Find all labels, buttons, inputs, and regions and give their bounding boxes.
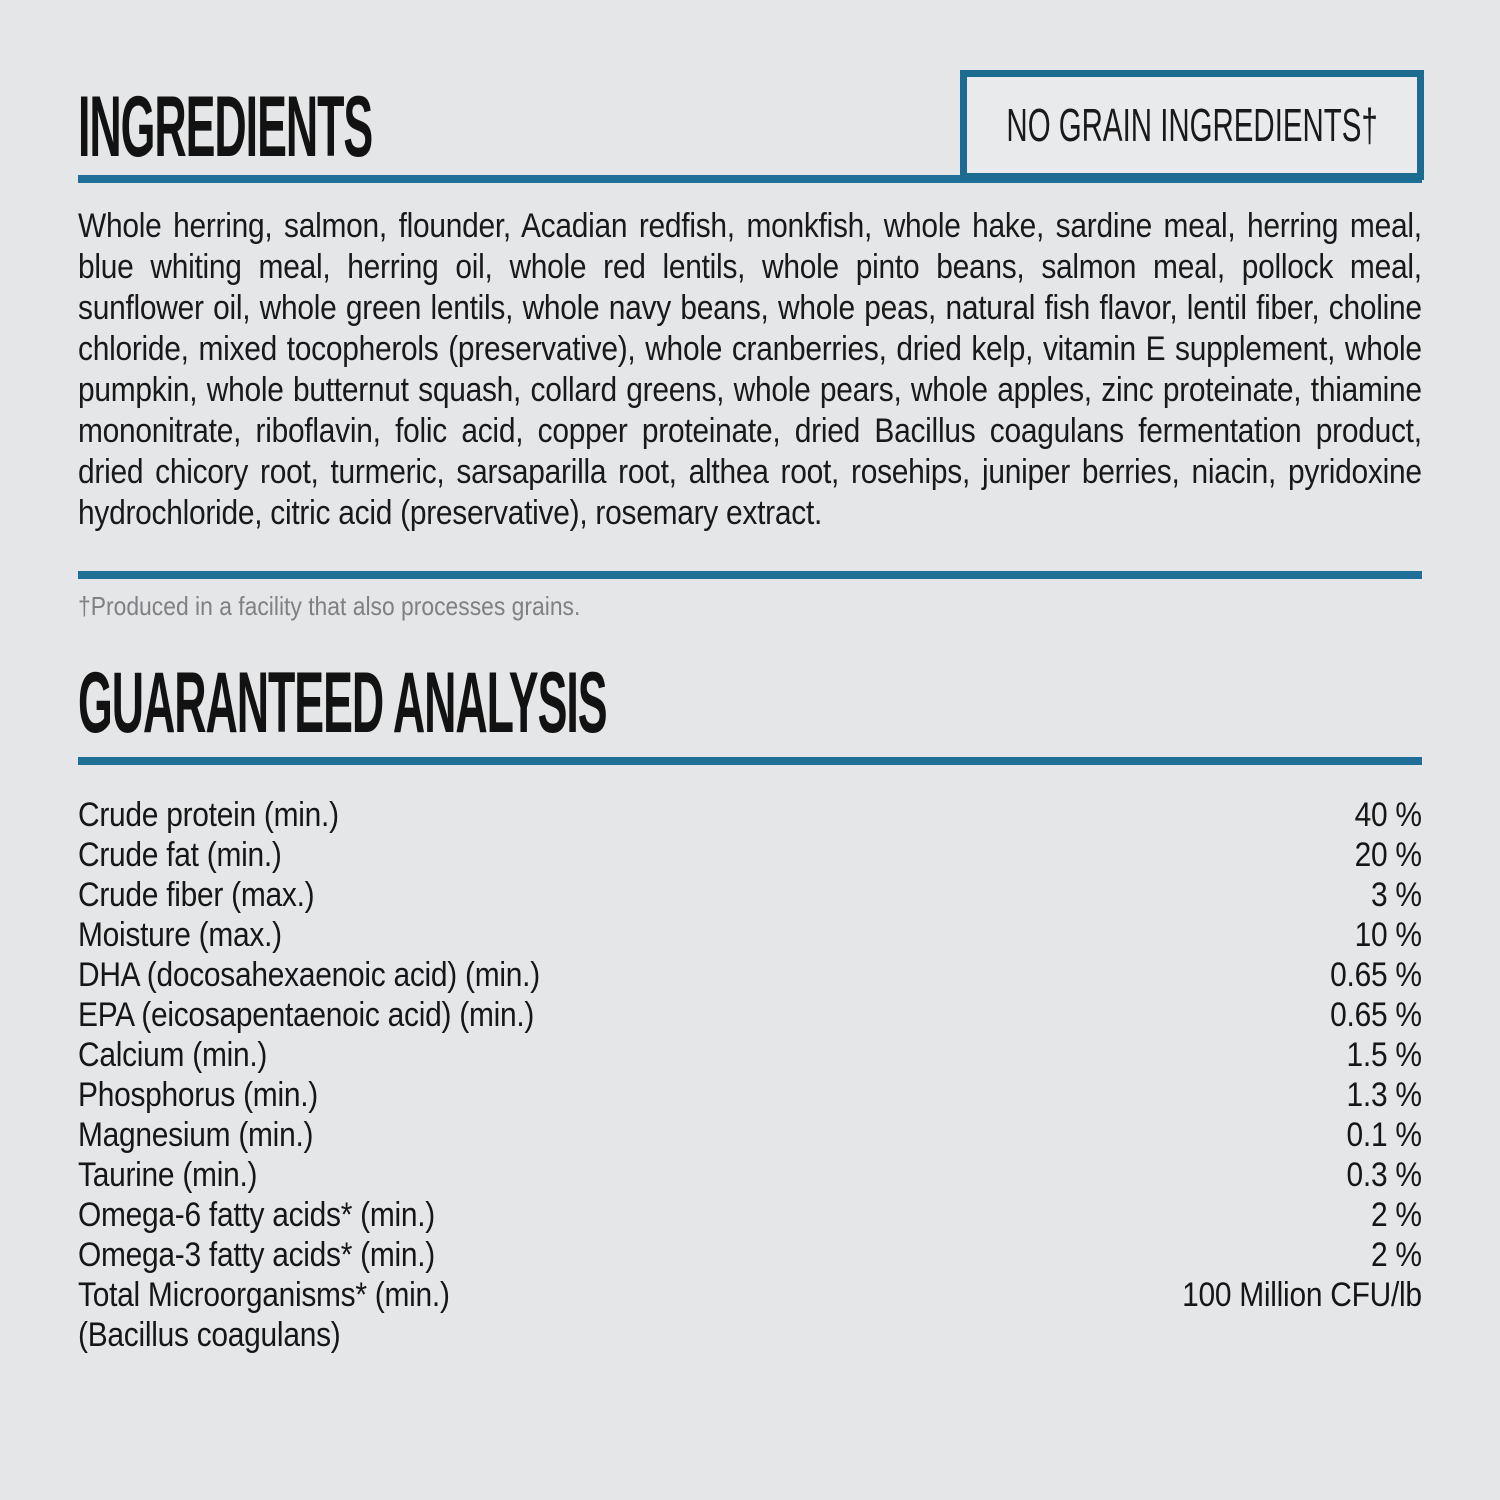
table-row	[78, 1315, 1422, 1355]
table-row	[78, 1075, 1422, 1115]
analysis-table	[78, 795, 1422, 1355]
analysis-label: Phosphorus (min.)	[78, 1075, 318, 1114]
divider-rule	[78, 571, 1422, 579]
analysis-label: Crude fat (min.)	[78, 835, 282, 874]
analysis-label: Crude fiber (max.)	[78, 875, 315, 914]
analysis-value: 3 %	[1370, 875, 1422, 914]
analysis-value: 10 %	[1354, 915, 1422, 954]
divider-rule	[78, 757, 1422, 765]
analysis-label: Moisture (max.)	[78, 915, 282, 954]
analysis-label: EPA (eicosapentaenoic acid) (min.)	[78, 995, 535, 1034]
analysis-label: Omega-6 fatty acids* (min.)	[78, 1195, 436, 1234]
table-row	[78, 1035, 1422, 1075]
analysis-value: 20 %	[1354, 835, 1422, 874]
table-row	[78, 955, 1422, 995]
analysis-label: Omega-3 fatty acids* (min.)	[78, 1235, 436, 1274]
analysis-value: 2 %	[1370, 1195, 1422, 1234]
table-row	[78, 1155, 1422, 1195]
grain-facility-footnote: †Produced in a facility that also processes grains.	[78, 591, 581, 621]
analysis-label: Calcium (min.)	[78, 1035, 268, 1074]
analysis-value: 1.5 %	[1346, 1035, 1422, 1074]
analysis-value: 0.3 %	[1346, 1155, 1422, 1194]
no-grain-badge	[960, 70, 1424, 180]
analysis-value: 0.1 %	[1346, 1115, 1422, 1154]
no-grain-badge-label: NO GRAIN INGREDIENTS†	[1006, 99, 1378, 151]
analysis-value: 1.3 %	[1346, 1075, 1422, 1114]
analysis-value: 2 %	[1370, 1235, 1422, 1274]
table-row	[78, 1235, 1422, 1275]
analysis-label: Magnesium (min.)	[78, 1115, 314, 1154]
ingredients-heading: INGREDIENTS	[78, 79, 373, 175]
table-row	[78, 915, 1422, 955]
analysis-label: Total Microorganisms* (min.)	[78, 1275, 450, 1314]
table-row	[78, 995, 1422, 1035]
table-row	[78, 835, 1422, 875]
ingredients-list-text: Whole herring, salmon, flounder, Acadian redfish, monkfish, whole hake, sardine meal, herring meal, blue whiting meal, herring oil, whole red lentils, whole pinto beans, salmon meal, pollock meal, sunflower oil, whole green lentils, whole navy beans, whole peas, natural fish flavor, lentil fiber, choline chloride, mixed tocopherols (preservative), whole cranberries, dried kelp, vitamin E supplement, whole pumpkin, whole butternut squash, collard greens, whole pears, whole apples, zinc proteinate, thiamine mononitrate, riboflavin, folic acid, copper proteinate, dried Bacillus coagulans fermentation product, dried chicory root, turmeric, sarsaparilla root, althea root, rosehips, juniper berries, niacin, pyridoxine hydrochloride, citric acid (preservative), rosemary extract.	[78, 207, 1422, 532]
table-row	[78, 795, 1422, 835]
analysis-label: (Bacillus coagulans)	[78, 1315, 341, 1354]
table-row	[78, 875, 1422, 915]
analysis-label: Crude protein (min.)	[78, 795, 339, 834]
table-row	[78, 1195, 1422, 1235]
analysis-value: 0.65 %	[1330, 995, 1422, 1034]
analysis-label: Taurine (min.)	[78, 1155, 258, 1194]
analysis-value: 100 Million CFU/lb	[1182, 1275, 1422, 1314]
guaranteed-analysis-heading: GUARANTEED ANALYSIS	[78, 655, 607, 751]
analysis-value: 0.65 %	[1330, 955, 1422, 994]
analysis-value: 40 %	[1354, 795, 1422, 834]
table-row	[78, 1275, 1422, 1315]
table-row	[78, 1115, 1422, 1155]
analysis-label: DHA (docosahexaenoic acid) (min.)	[78, 955, 540, 994]
